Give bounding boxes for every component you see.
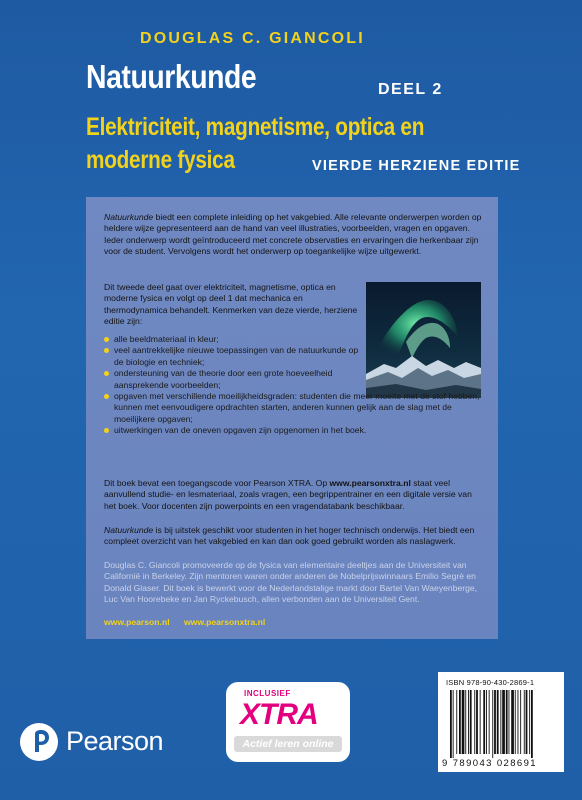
barcode-bar: [526, 690, 528, 754]
barcode-bar: [531, 690, 533, 758]
xtra-paragraph: Dit boek bevat een toegangscode voor Pearson XTRA. Op www.pearsonxtra.nl staat veel aanvullend studie- en lesmateriaal, zoals vragen, een begrippentrainer en een digitale versie van het boek. Voor docenten zijn powerpoints en een vragendatabank beschikbaar.: [104, 478, 472, 511]
barcode-bar: [470, 690, 472, 754]
usage-paragraph: Natuurkunde is bij uitstek geschikt voor studenten in het hoger technisch onderwijs. Het biedt een compleet overzicht van het vakgebied en kan dan ook goed gebruikt worden als naslagwerk.: [104, 525, 475, 547]
barcode-bar: [520, 690, 521, 754]
part-label: DEEL 2: [378, 81, 443, 98]
barcode-bar: [483, 690, 485, 754]
website-links: [104, 617, 277, 627]
list-item: alle beeldmateriaal in kleur;: [104, 334, 366, 345]
barcode-bar: [497, 690, 499, 754]
barcode-bar: [486, 690, 487, 754]
barcode-bar: [518, 690, 519, 754]
barcode-bar: [465, 690, 466, 754]
barcode-bar: [453, 690, 454, 758]
barcode-bar: [456, 690, 457, 754]
barcode-bar: [462, 690, 465, 754]
barcode-bar: [515, 690, 516, 754]
publisher-name: Pearson: [66, 726, 164, 756]
edition-label: VIERDE HERZIENE EDITIE: [312, 158, 521, 174]
pearsonxtra-link[interactable]: www.pearsonxtra.nl: [183, 617, 266, 627]
barcode-bar: [480, 690, 481, 754]
barcode-bar: [492, 690, 493, 758]
intro-text: biedt een complete inleiding op het vakgebied. Alle relevante onderwerpen worden op heldere wijze gepresenteerd aan de hand van veel illustraties, voorbeelden, vragen en opgaven. Ieder onderwerp wordt geïntroduceerd met concrete observaties en ervaringen die herkenbaar zijn voor de student. Vervolgens wordt het onderwerp op toegankelijke wijze uitgewerkt.: [104, 212, 482, 257]
subtitle-line-1: Elektriciteit, magnetisme, optica en: [86, 113, 425, 141]
bullet-dot-icon: [104, 371, 109, 376]
list-item: veel aantrekkelijke nieuwe toepassingen van de natuurkunde op de biologie en techniek;: [104, 345, 366, 368]
list-item: ondersteuning van de theorie door een grote hoeveelheid aansprekende voorbeelden;: [104, 368, 366, 391]
barcode-bar: [459, 690, 461, 754]
pearson-logo-icon: [19, 722, 59, 762]
xtra-url-link[interactable]: www.pearsonxtra.nl: [329, 478, 411, 488]
intro-paragraph: [104, 212, 482, 258]
part2-text: Dit tweede deel gaat over elektriciteit, magnetisme, optica en moderne fysica en volgt op deel 1 dat mechanica en thermodynamica behandelt. Kenmerken van deze vierde, herziene editie zijn:: [104, 282, 358, 327]
badge-xtra-word: XTRA: [240, 698, 318, 731]
barcode-bar: [489, 690, 490, 754]
badge-top-label: INCLUSIEF: [244, 689, 291, 698]
bullet-dot-icon: [104, 394, 109, 399]
bullet-dot-icon: [104, 337, 109, 342]
barcode-bar: [509, 690, 510, 754]
barcode-bar: [500, 690, 501, 754]
barcode-bar: [502, 690, 505, 754]
part2-paragraph: [104, 282, 366, 328]
isbn-barcode: [438, 672, 564, 772]
barcode-bar: [524, 690, 525, 754]
barcode-bar: [494, 690, 496, 754]
barcode-bar: [529, 690, 530, 754]
barcode-bar: [511, 690, 514, 754]
features-list: [104, 334, 494, 437]
barcode-bar: [506, 690, 508, 754]
usage-title-word: Natuurkunde: [104, 525, 154, 535]
barcode-bar: [468, 690, 469, 754]
bullet-dot-icon: [104, 348, 109, 353]
isbn-text: ISBN 978-90-430-2869-1: [446, 678, 535, 687]
author-name: DOUGLAS C. GIANCOLI: [140, 30, 365, 47]
barcode-bars-icon: [438, 672, 564, 772]
xtra-badge: [226, 682, 350, 762]
barcode-bar: [450, 690, 452, 758]
pearson-link[interactable]: www.pearson.nl: [104, 617, 170, 627]
intro-title-word: Natuurkunde: [104, 212, 154, 222]
badge-tagline: Actief leren online: [234, 736, 342, 752]
author-bio: Douglas C. Giancoli promoveerde op de fysica van elementaire deeltjes aan de Universiteit van Californië in Berkeley. Zijn mentoren waren onder anderen de Nobelprijswinnaars Emilio Segrè en Donald Glaser. Dit boek is bewerkt voor de Nederlandstalige markt door Bartel Van Waeyenberge, Luc Van Hoorebeke en Jan Ryckebusch, allen verbonden aan de Universiteit Gent.: [104, 560, 478, 605]
barcode-bar: [476, 690, 478, 754]
list-item: opgaven met verschillende moeilijkheidsgraden: studenten die meer moeite met de stof hebben, kunnen met eenvoudigere opdrachten starten, anderen kunnen gelijk aan de slag met de moeilijkere opgaven;: [104, 391, 494, 425]
bullet-dot-icon: [104, 428, 109, 433]
subtitle-line-2: moderne fysica: [86, 146, 235, 174]
list-item: uitwerkingen van de oneven opgaven zijn opgenomen in het boek.: [104, 425, 494, 436]
barcode-digits: 9 789043 028691: [442, 758, 537, 769]
book-title: Natuurkunde: [86, 58, 257, 95]
barcode-bar: [474, 690, 475, 754]
